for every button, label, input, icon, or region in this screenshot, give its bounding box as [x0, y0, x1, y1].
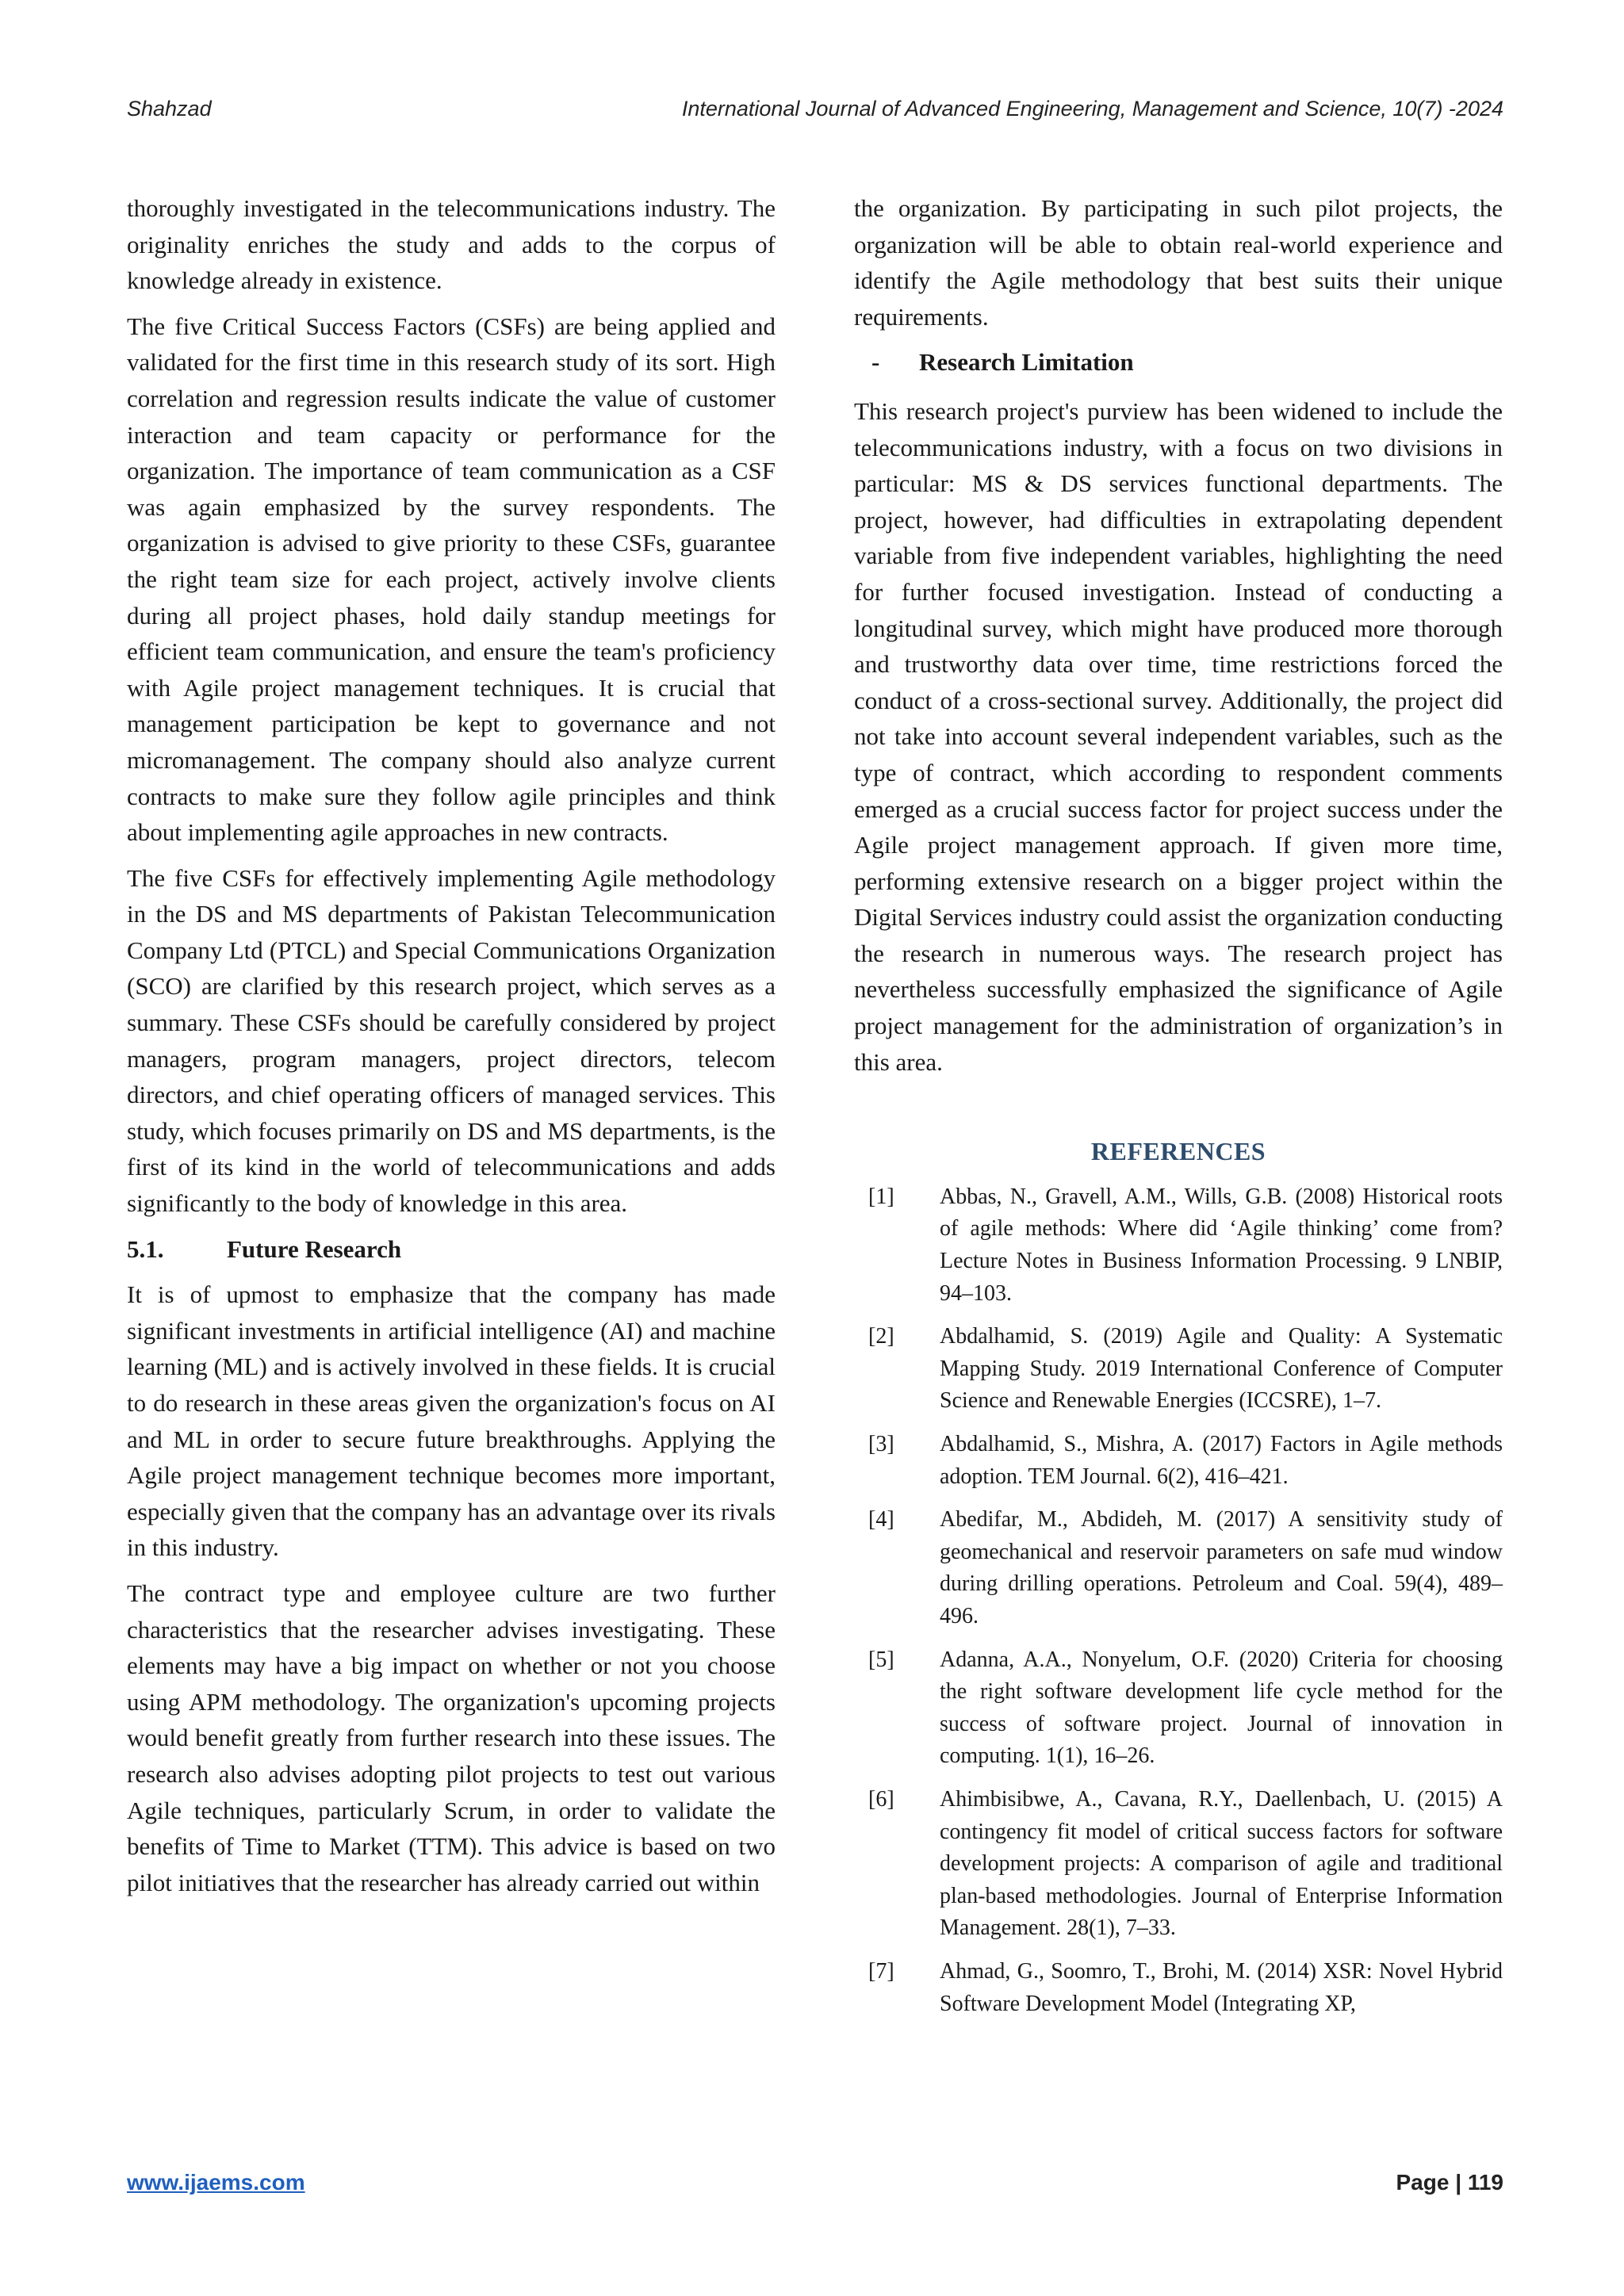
reference-text: Adanna, A.A., Nonyelum, O.F. (2020) Criteria for choosing the right software development life cycle method for the success of software project. Journal of innovation in computing. 1(1), 16–26.	[940, 1647, 1503, 1769]
reference-item	[854, 1784, 1503, 1945]
running-header	[127, 97, 1503, 121]
reference-item	[854, 1181, 1503, 1310]
page-number: Page | 119	[1396, 2170, 1503, 2195]
reference-text: Abbas, N., Gravell, A.M., Wills, G.B. (2008) Historical roots of agile methods: Where did ‘Agile thinking’ come from? Lecture Notes in Business Information Processing. 9 LNBIP, 94–103.	[940, 1184, 1503, 1306]
reference-number: [4]	[868, 1507, 894, 1533]
reference-item	[854, 1956, 1503, 2020]
reference-text: Ahimbisibwe, A., Cavana, R.Y., Daellenbach, U. (2015) A contingency fit model of critical success factors for software development projects: A comparison of agile and traditional plan-based methodologies. Journal of Enterprise Information Management. 28(1), 7–33.	[940, 1786, 1503, 1941]
subheading-title: Research Limitation	[919, 348, 1134, 377]
reference-text: Ahmad, G., Soomro, T., Brohi, M. (2014) XSR: Novel Hybrid Software Development Model (Integrating XP,	[940, 1958, 1503, 2016]
paragraph: thoroughly investigated in the telecommunications industry. The originality enriches the study and adds to the corpus of knowledge already in existence.	[127, 194, 776, 295]
paragraph: The five Critical Success Factors (CSFs) are being applied and validated for the first time in this research study of its sort. High correlation and regression results indicate the value of customer interaction and team capacity or performance for the organization. The importance of team communication as a CSF was again emphasized by the survey respondents. The organization is advised to give priority to these CSFs, guarantee the right team size for each project, actively involve clients during all project phases, hold daily standup meetings for efficient team communication, and ensure the team's proficiency with Agile project management techniques. It is crucial that management participation be kept to governance and not micromanagement. The company should also analyze current contracts to make sure they follow agile principles and think about implementing agile approaches in new contracts.	[127, 312, 776, 847]
paragraph: It is of upmost to emphasize that the company has made significant investments in artificial intelligence (AI) and machine learning (ML) and is actively involved in these fields. It is crucial to do research in these areas given the organization's focus on AI and ML in order to secure future breakthroughs. Applying the Agile project management technique becomes more important, especially given that the company has an advantage over its rivals in this industry.	[127, 1280, 776, 1562]
reference-number: [1]	[868, 1184, 894, 1209]
references-title: REFERENCES	[1090, 1137, 1266, 1166]
reference-item	[854, 1321, 1503, 1418]
reference-number: [3]	[868, 1432, 894, 1456]
left-column	[127, 190, 776, 1910]
reference-item	[854, 1429, 1503, 1493]
reference-text: Abdalhamid, S., Mishra, A. (2017) Factors in Agile methods adoption. TEM Journal. 6(2), 416–421.	[940, 1432, 1503, 1489]
paragraph: The five CSFs for effectively implementing Agile methodology in the DS and MS departments of Pakistan Telecommunication Company Ltd (PTCL) and Special Communications Organization (SCO) are clarified by this research project, which serves as a summary. These CSFs should be carefully considered by project managers, program managers, project directors, telecom directors, and chief operating officers of managed services. This study, which focuses primarily on DS and MS departments, is the first of its kind in the world of telecommunications and adds significantly to the body of knowledge in this area.	[127, 863, 776, 1218]
reference-item	[854, 1504, 1503, 1632]
section-title: Future Research	[227, 1234, 402, 1263]
journal-website-link[interactable]: www.ijaems.com	[127, 2170, 305, 2195]
reference-number: [2]	[868, 1324, 894, 1349]
section-heading-future-research	[127, 1231, 776, 1268]
header-journal: International Journal of Advanced Engineering, Management and Science, 10(7) -2024	[681, 97, 1503, 121]
reference-item	[854, 1644, 1503, 1773]
paragraph: the organization. By participating in such pilot projects, the organization will be able to obtain real-world experience and identify the Agile methodology that best suits their unique requirements.	[854, 194, 1503, 331]
reference-number: [6]	[868, 1786, 894, 1812]
right-column	[854, 190, 1503, 2031]
header-author: Shahzad	[127, 97, 212, 121]
reference-number: [5]	[868, 1647, 894, 1672]
reference-number: [7]	[868, 1958, 894, 1984]
paragraph: The contract type and employee culture are two further characteristics that the researcher advises investigating. These elements may have a big impact on whether or not you choose using APM methodology. The organization's upcoming projects would benefit greatly from further research into these issues. The research also advises adopting pilot projects to test out various Agile techniques, particularly Scrum, in order to validate the benefits of Time to Market (TTM). This advice is based on two pilot initiatives that the researcher has already carried out within	[127, 1578, 776, 1896]
section-number: 5.1.	[127, 1234, 164, 1263]
subheading-dash: -	[871, 348, 880, 377]
reference-text: Abedifar, M., Abdideh, M. (2017) A sensitivity study of geomechanical and reservoir parameters on safe mud window during drilling operations. Petroleum and Coal. 59(4), 489–496.	[940, 1507, 1503, 1628]
paragraph: This research project's purview has been widened to include the telecommunications industry, with a focus on two divisions in particular: MS & DS services functional departments. The project, however, had difficulties in extrapolating dependent variable from five independent variables, highlighting the need for further focused investigation. Instead of conducting a longitudinal survey, which might have produced more thorough and trustworthy data over time, time restrictions forced the conduct of a cross-sectional survey. Additionally, the project did not take into account several independent variables, such as the type of contract, which according to respondent comments emerged as a crucial success factor for project success under the Agile project management approach. If given more time, performing extensive research on a bigger project within the Digital Services industry could assist the organization conducting the research in numerous ways. The research project has nevertheless successfully emphasized the significance of Agile project management for the administration of organization’s in this area.	[854, 396, 1503, 1076]
subheading-research-limitation	[854, 344, 1503, 381]
reference-text: Abdalhamid, S. (2019) Agile and Quality: A Systematic Mapping Study. 2019 International Conference of Computer Science and Renewable Energies (ICCSRE), 1–7.	[940, 1324, 1503, 1414]
reference-list	[854, 1181, 1503, 2020]
page-footer	[127, 2170, 1503, 2195]
